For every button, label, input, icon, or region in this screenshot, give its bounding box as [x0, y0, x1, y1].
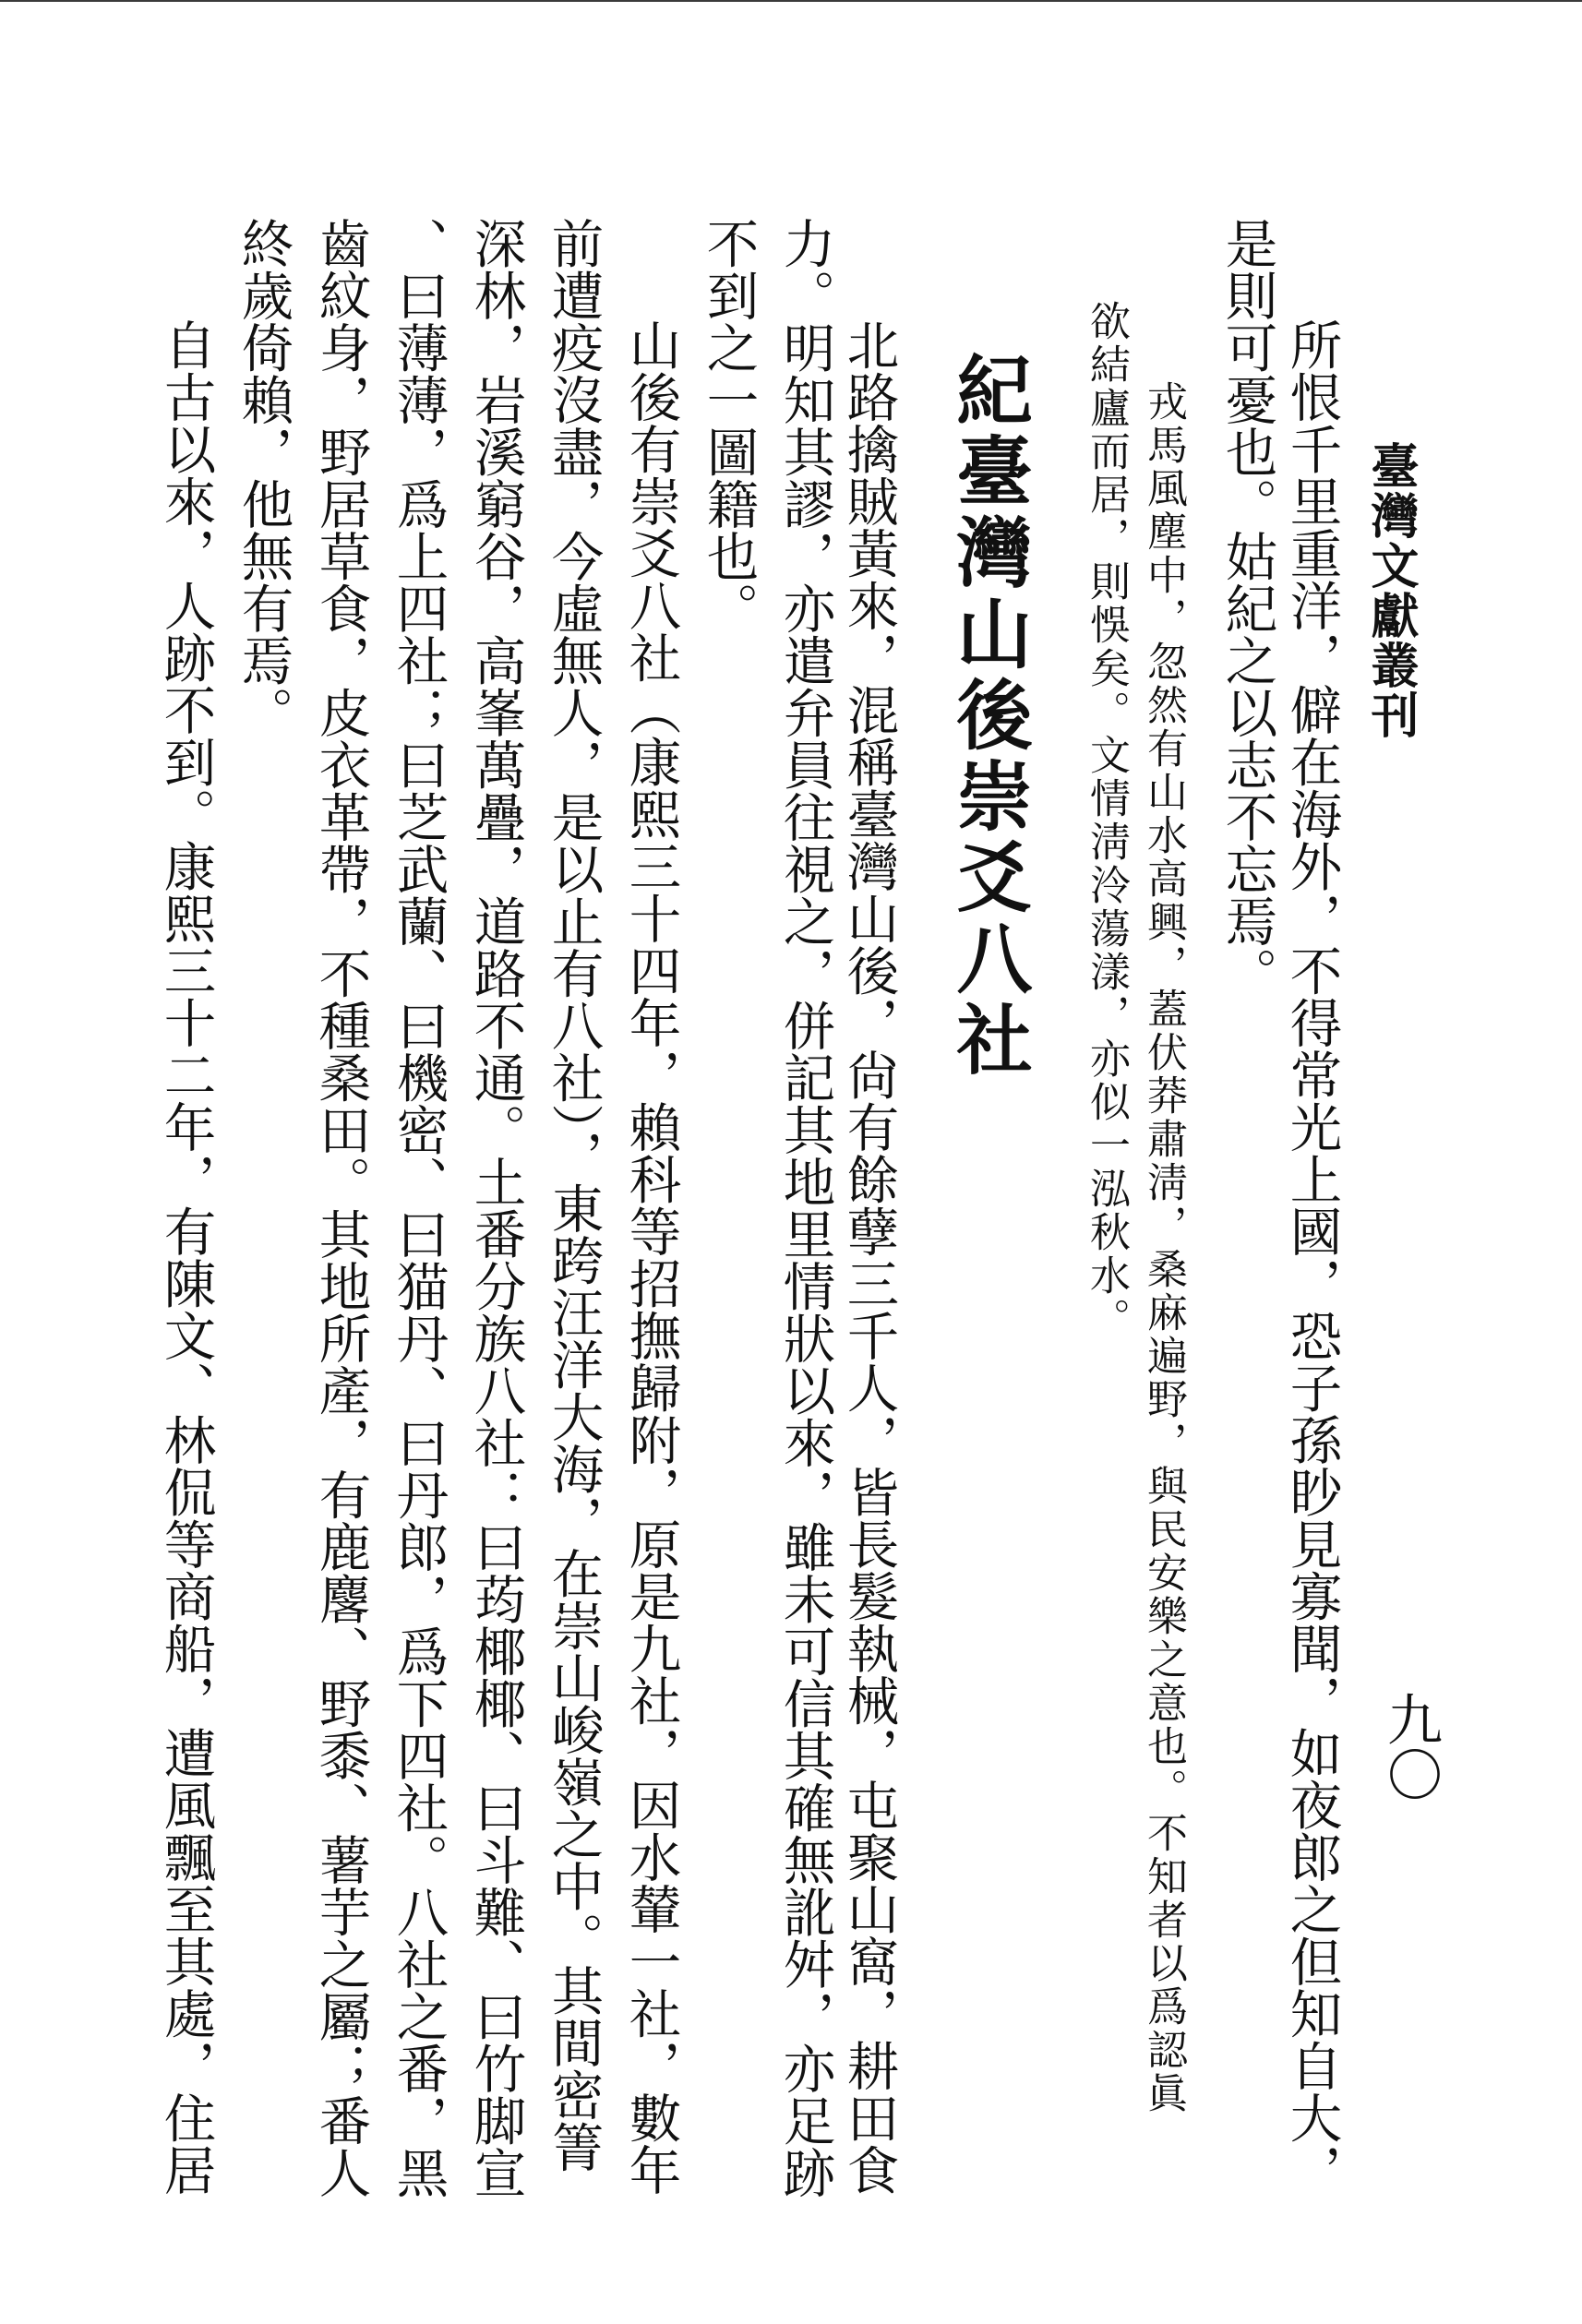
section-line-9: 終歲倚賴，他無有焉。 [233, 217, 294, 738]
intro-line-2: 是則可憂也。姑紀之以志不忘焉。 [1216, 217, 1277, 1000]
top-border-line [0, 0, 1582, 2]
section-line-10: 自古以來，人跡不到。康熙三十二年，有陳文、林侃等商船，遭風飄至其處，住居 [155, 318, 216, 2196]
section-line-2: 力。明知其謬，亦遣弁員往視之，併記其地里情狀以來，雖未可信其確無訛舛，亦足跡 [774, 217, 835, 2198]
commentary-line-2: 欲結廬而居，則悞矣。文情淸泠蕩漾，亦似一泓秋水。 [1083, 300, 1130, 1341]
section-line-5: 前遭疫沒盡，今虛無人，是以止有八社），東跨汪洋大海，在崇山峻嶺之中。其間密箐 [543, 217, 604, 2173]
page-number: 九〇 [1378, 1691, 1443, 1802]
intro-line-1: 所恨千里重洋，僻在海外，不得常光上國，恐子孫眇見寡聞，如夜郎之但知自大， [1281, 318, 1342, 2196]
section-line-1: 北路擒賊黃來，混稱臺灣山後，尙有餘孽三千人，皆長髮執械，屯聚山窩，耕田食 [838, 318, 899, 2196]
commentary-line-1: 戎馬風塵中，忽然有山水高興，蓋伏莽肅淸，桑麻遍野，與民安樂之意也。不知者以爲認眞 [1140, 380, 1187, 2115]
section-line-7: 、曰薄薄，爲上四社；曰芝武蘭、曰機密、曰猫丹、曰丹郎，爲下四社。八社之番，黑 [388, 217, 449, 2198]
section-line-6: 深林，岩溪窮谷，高峯萬疊，道路不通。土番分族八社：曰荺椰椰、曰斗難、曰竹脚宣 [465, 217, 526, 2198]
running-header-title: 臺灣文獻叢刊 [1362, 441, 1419, 740]
section-title: 紀臺灣山後崇爻八社 [944, 351, 1033, 1082]
section-line-4: 山後有崇爻八社（康熙三十四年，賴科等招撫歸附，原是九社，因水輦一社，數年 [620, 318, 681, 2196]
section-line-3: 不到之一圖籍也。 [698, 217, 759, 634]
section-line-8: 齒紋身，野居草食，皮衣革帶，不種桑田。其地所產，有鹿麐、野黍、薯芋之屬；番人 [310, 217, 371, 2198]
